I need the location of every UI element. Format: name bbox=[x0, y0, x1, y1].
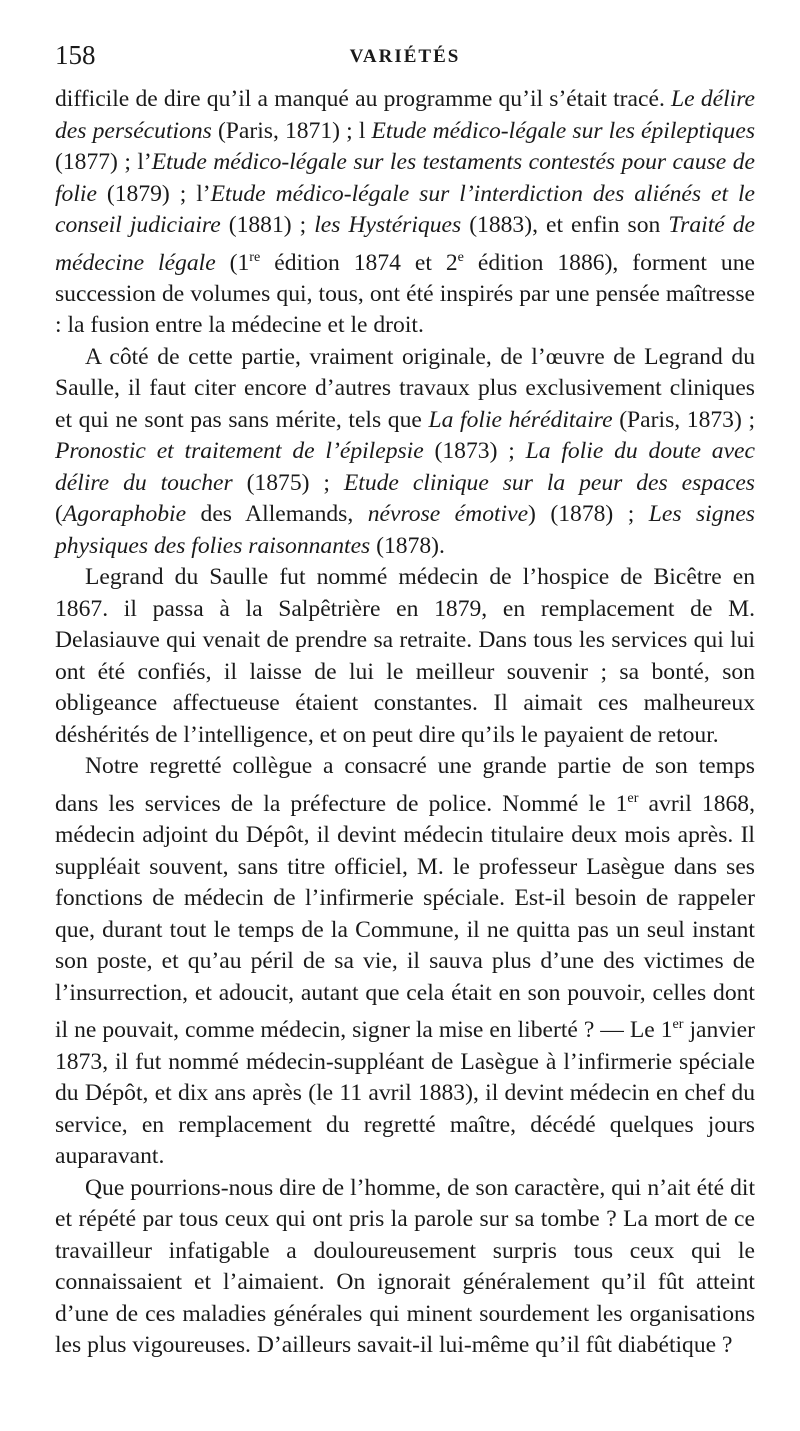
text-run: (1881) ; bbox=[220, 212, 315, 238]
running-title: VARIÉTÉS bbox=[349, 46, 461, 67]
superscript: er bbox=[672, 1016, 684, 1033]
italic-title: Etude médico-légale sur l’interdiction des aliénés et le conseil judiciaire bbox=[55, 180, 755, 238]
paragraph bbox=[55, 562, 755, 751]
italic-title: La folie du doute avec délire du toucher bbox=[55, 438, 755, 496]
paragraph bbox=[55, 84, 755, 342]
italic-title: névrose émotive bbox=[367, 501, 529, 528]
text-run: A côté de cette partie, vraiment originale, de l’œuvre de Legrand du Saulle, il faut citer encore d’autres travaux plus exclusivement cliniques et qui ne sont pas sans mérite, tels que bbox=[55, 343, 755, 433]
text-run: (1877) ; l’ bbox=[55, 149, 152, 175]
text-run: Que pourrions-nous dire de l’homme, de son caractère, qui n’ait été dit et répété par tous ceux qui ont pris la parole sur sa tombe ? La mort de ce travailleur infatigable a douloureusement surpris tous ceux qui le connaissaient et l’aimaient. On ignorait généralement qu’il fût atteint d’une de ces maladies générales qui minent sourdement les organisations les plus vigoureuses. D’ailleurs savait-il lui-même qu’il fût diabétique ? bbox=[55, 1174, 755, 1359]
paragraph bbox=[55, 342, 755, 563]
text-run: édition 1886), forment une succession de volumes qui, tous, ont été inspirés par une pensée maîtresse : la fusion entre la médecine et le droit. bbox=[55, 249, 755, 339]
page-header bbox=[55, 40, 755, 74]
text-run: (1883), et enfin son bbox=[461, 212, 669, 238]
italic-title: Traité de médecine légale bbox=[55, 212, 756, 276]
page-number: 158 bbox=[55, 40, 96, 70]
body-text bbox=[55, 84, 755, 1362]
text-run: des Allemands, bbox=[186, 501, 368, 528]
text-run: (1879) ; l’ bbox=[96, 180, 211, 207]
italic-title: Pronostic et traitement de l’épilepsie bbox=[55, 438, 424, 465]
superscript: re bbox=[249, 248, 261, 265]
paragraph bbox=[55, 751, 755, 1172]
superscript: e bbox=[457, 248, 464, 265]
italic-title: Etude médico-légale sur les testaments contestés pour cause de folie bbox=[55, 149, 755, 207]
text-run: Legrand du Saulle fut nommé médecin de l’hospice de Bicêtre en 1867. il passa à la Salpêtrière en 1879, en remplacement de M. Delasiauve qui venait de prendre sa retraite. Dans tous les services qui lui ont été confiés, il laisse de lui le meilleur souvenir ; sa bonté, son obligeance affectueuse étaient constantes. Il aimait ces malheureux déshérités de l’intelligence, et on peut dire qu’ils le payaient de retour. bbox=[55, 564, 755, 748]
text-run: (Paris, 1873) ; bbox=[612, 406, 755, 433]
text-run: (1875) ; bbox=[232, 469, 344, 496]
italic-title: Les signes physiques des folies raisonnantes bbox=[55, 501, 755, 559]
text-run: difficile de dire qu’il a manqué au programme qu’il s’était tracé. bbox=[55, 86, 672, 112]
text-run: (1878). bbox=[370, 532, 445, 559]
text-run: avril 1868, médecin adjoint du Dépôt, il devint médecin titulaire deux mois après. Il suppléait souvent, sans titre officiel, M. le professeur Lasègue dans ses fonctions de médecin de l’infirmerie spéciale. Est-il besoin de rappeler que, durant tout le temps de la Commune, il ne quitta pas un seul instant son poste, et qu’au péril de sa vie, il sauva plus d’une des victimes de l’insurrection, et adoucit, autant que cela était en son pouvoir, celles dont il ne pouvait, comme médecin, signer la mise en liberté ? — Le 1 bbox=[55, 790, 756, 1044]
text-run: (1 bbox=[215, 249, 250, 276]
text-run: (Paris, 1871) ; l bbox=[211, 117, 372, 144]
italic-title: Agoraphobie bbox=[62, 501, 187, 528]
text-run: Notre regretté collègue a consacré une grande partie de son temps dans les services de la préfecture de police. Nommé le 1 bbox=[55, 753, 755, 817]
italic-title: La folie héréditaire bbox=[428, 406, 613, 433]
italic-title: Etude clinique sur la peur des espaces bbox=[343, 469, 755, 496]
superscript: er bbox=[627, 789, 639, 806]
italic-title: Le délire des persécutions bbox=[55, 86, 755, 144]
text-run: ) (1878) ; bbox=[528, 501, 649, 528]
text-run: janvier 1873, il fut nommé médecin-suppléant de Lasègue à l’infirmerie spéciale du Dépôt, et dix ans après (le 11 avril 1883), il devint médecin en chef du service, en remplacement du regretté maître, décédé quelques jours auparavant. bbox=[55, 1017, 755, 1170]
text-run: édition 1874 et 2 bbox=[260, 249, 458, 276]
text-run: (1873) ; bbox=[423, 438, 526, 465]
paragraph bbox=[55, 1173, 755, 1362]
italic-title: Etude médico-légale sur les épileptiques bbox=[371, 117, 756, 144]
text-run: ( bbox=[55, 501, 63, 528]
italic-title: les Hystériques bbox=[314, 212, 462, 238]
